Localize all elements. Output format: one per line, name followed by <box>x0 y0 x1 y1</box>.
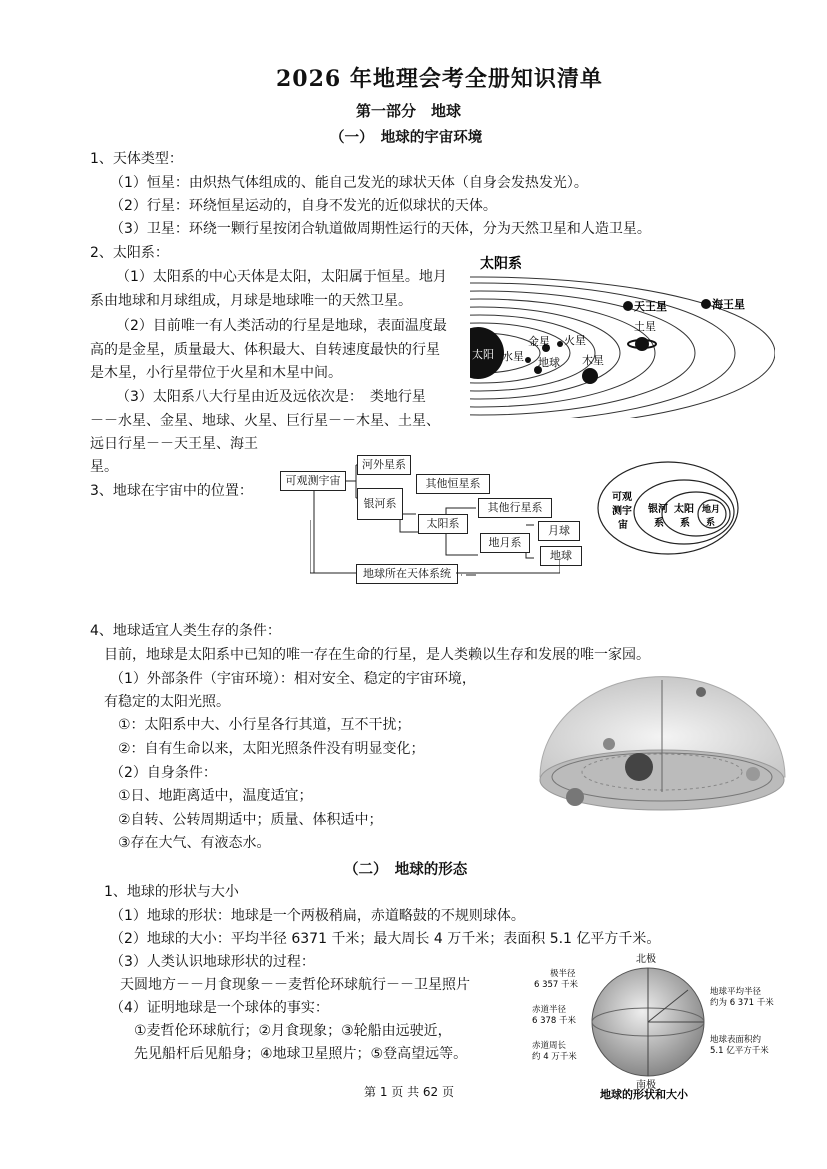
uranus-label: 天王星 <box>634 300 667 313</box>
item2-heading: 2、太阳系： <box>90 245 169 261</box>
svg-text:地月系 <box>702 503 720 528</box>
item4-line: ②：自有生命以来，太阳光照条件没有明显变化； <box>118 741 425 757</box>
polar-radius-label-1: 极半径 <box>550 969 576 979</box>
node-other-planet-systems: 其他行星系 <box>478 498 552 518</box>
svg-text:太阳系 <box>674 502 694 529</box>
part2-line: 天圆地方－－月食现象－－麦哲伦环球航行－－卫星照片 <box>120 977 470 993</box>
equator-radius-label-1: 赤道半径 <box>532 1005 567 1015</box>
saturn-icon <box>635 337 649 351</box>
item2-line: 系由地球和月球组成，月球是地球唯一的天然卫星。 <box>90 293 412 309</box>
svg-text:银河系 <box>648 502 668 529</box>
neptune-icon <box>701 299 711 309</box>
section-heading-2: （二） 地球的形态 <box>344 862 468 878</box>
earth-globe-icon <box>625 753 653 781</box>
nested-galaxy-1: 银河 <box>648 504 668 515</box>
svg-text:地球表面积约5.1 亿平方千米 <box>710 1034 769 1056</box>
surface-area-label-2: 5.1 亿平方千米 <box>710 1046 769 1056</box>
nested-earthmoon-1: 地月 <box>702 505 721 515</box>
equator-radius-label-2: 6 378 千米 <box>532 1016 577 1026</box>
mean-radius-label-1: 地球平均半径 <box>710 987 762 997</box>
saturn-label: 土星 <box>634 320 656 333</box>
item2-line: （3）太阳系八大行星由近及远依次是： 类地行星 <box>116 389 426 405</box>
sun-small-icon <box>696 687 706 697</box>
nested-systems-diagram <box>596 456 746 556</box>
item4-intro: 目前，地球是太阳系中已知的唯一存在生命的行星，是人类赖以生存和发展的唯一家园。 <box>104 647 650 663</box>
part2-line: （1）地球的形状：地球是一个两极稍扁，赤道略鼓的不规则球体。 <box>110 908 525 924</box>
item1-line: （2）行星：环绕恒星运动的，自身不发光的近似球状的天体。 <box>110 198 497 214</box>
jupiter-icon <box>582 368 598 384</box>
south-pole-label: 南极 <box>636 1080 656 1091</box>
svg-text:地球平均半径约为 6 371 千米 <box>710 986 774 1008</box>
uranus-icon <box>623 301 633 311</box>
part-heading: 第一部分 地球 <box>356 102 462 120</box>
surface-area-label-1: 地球表面积约 <box>710 1035 762 1045</box>
item4-line: ③存在大气、有液态水。 <box>118 835 271 851</box>
part2-line: ①麦哲伦环球航行；②月食现象；③轮船由远驶近， <box>134 1023 452 1039</box>
item2-line: 高的是金星，质量最大、体积最大、自转速度最快的行星 <box>90 342 440 358</box>
item4-line: （2）自身条件： <box>110 765 217 781</box>
node-earth-moon-system: 地月系 <box>480 533 530 553</box>
svg-text:极半径6 357 千米 <box>534 968 579 990</box>
earth-orbit-illustration <box>535 672 790 822</box>
node-earth-systems: 地球所在天体系统 <box>356 564 458 584</box>
part2-line: （2）地球的大小：平均半径 6371 千米；最大周长 4 万千米；表面积 5.1 亿平方千米。 <box>110 931 661 947</box>
item2-line: －－水星、金星、地球、火星、巨行星－－木星、土星、 <box>90 413 440 429</box>
svg-text:可观测宇宙 <box>612 490 632 531</box>
item4-line: ②自转、公转周期适中；质量、体积适中； <box>118 812 383 828</box>
nested-earthmoon-2: 系 <box>706 518 716 528</box>
nested-solar-2: 系 <box>680 518 690 529</box>
part2-heading: 1、地球的形状与大小 <box>104 884 239 900</box>
jupiter-label: 木星 <box>582 354 604 367</box>
item3-heading: 3、地球在宇宙中的位置： <box>90 483 253 499</box>
mercury-icon <box>525 357 531 363</box>
item1-heading: 1、天体类型： <box>90 151 183 167</box>
planet-small-icon <box>746 767 760 781</box>
node-observable-universe: 可观测宇宙 <box>280 471 346 491</box>
item2-line: 是木星，小行星带位于火星和木星中间。 <box>90 365 342 381</box>
item4-line: 有稳定的太阳光照。 <box>104 694 230 710</box>
item2-line: （2）目前唯一有人类活动的行星是地球，表面温度最 <box>116 318 447 334</box>
item2-line: 远日行星－－天王星、海王 <box>90 436 258 452</box>
mars-label: 火星 <box>564 334 586 347</box>
svg-text:赤道周长约 4 万千米 <box>532 1040 577 1062</box>
nested-observable-1: 可观 <box>612 492 632 503</box>
part2-line: （4）证明地球是一个球体的事实： <box>110 1000 329 1016</box>
mean-radius-label-2: 约为 6 371 千米 <box>710 998 774 1008</box>
item1-line: （1）恒星：由炽热气体组成的、能自己发光的球状天体（自身会发热发光）。 <box>110 175 588 191</box>
earth-label: 地球 <box>538 356 560 369</box>
section-heading-1: （一） 地球的宇宙环境 <box>330 130 483 146</box>
moon-small-icon <box>603 738 615 750</box>
mercury-label: 水星 <box>502 350 524 363</box>
item4-heading: 4、地球适宜人类生存的条件： <box>90 623 281 639</box>
mars-icon <box>557 341 563 347</box>
planet-small-icon <box>566 788 584 806</box>
item4-line: ①日、地距离适中，温度适宜； <box>118 788 313 804</box>
equator-circ-label-1: 赤道周长 <box>532 1041 567 1051</box>
nested-observable-2: 测宇 <box>612 506 632 517</box>
part2-line: 先见船杆后见船身；④地球卫星照片；⑤登高望远等。 <box>134 1046 468 1062</box>
item1-line: （3）卫星：环绕一颗行星按闭合轨道做周期性运行的天体，分为天然卫星和人造卫星。 <box>110 221 651 237</box>
nested-solar-1: 太阳 <box>674 504 694 515</box>
nested-observable-3: 宙 <box>618 520 628 531</box>
earth-diagram-caption: 地球的形状和大小 <box>600 1088 688 1100</box>
neptune-label: 海王星 <box>712 298 745 311</box>
polar-radius-label-2: 6 357 千米 <box>534 980 579 990</box>
equator-circ-label-2: 约 4 万千米 <box>532 1052 577 1062</box>
node-solar-system: 太阳系 <box>418 514 468 534</box>
item4-line: （1）外部条件（宇宙环境）：相对安全、稳定的宇宙环境， <box>110 671 476 687</box>
item4-line: ①：太阳系中大、小行星各行其道，互不干扰； <box>118 717 411 733</box>
node-earth: 地球 <box>540 546 582 566</box>
page-footer: 第 1 页 共 62 页 <box>364 1085 454 1099</box>
solar-diagram-title: 太阳系 <box>480 256 522 272</box>
svg-text:赤道半径6 378 千米 <box>532 1004 577 1026</box>
earth-shape-diagram <box>528 950 788 1100</box>
part2-line: （3）人类认识地球形状的过程： <box>110 954 315 970</box>
sun-label: 太阳 <box>472 348 494 361</box>
node-other-star-systems: 其他恒星系 <box>416 474 490 494</box>
nested-galaxy-2: 系 <box>654 518 664 529</box>
node-extragalactic: 河外星系 <box>357 455 411 475</box>
page-title: 2026 年地理会考全册知识清单 <box>276 66 603 92</box>
item2-line: 星。 <box>90 459 118 475</box>
node-milky-way: 银河系 <box>357 488 403 520</box>
hierarchy-connectors-2 <box>310 520 560 575</box>
solar-system-diagram <box>470 248 775 418</box>
item2-line: （1）太阳系的中心天体是太阳，太阳属于恒星。地月 <box>116 269 447 285</box>
node-moon: 月球 <box>538 521 580 541</box>
north-pole-label: 北极 <box>636 954 656 965</box>
venus-label: 金星 <box>528 335 550 348</box>
